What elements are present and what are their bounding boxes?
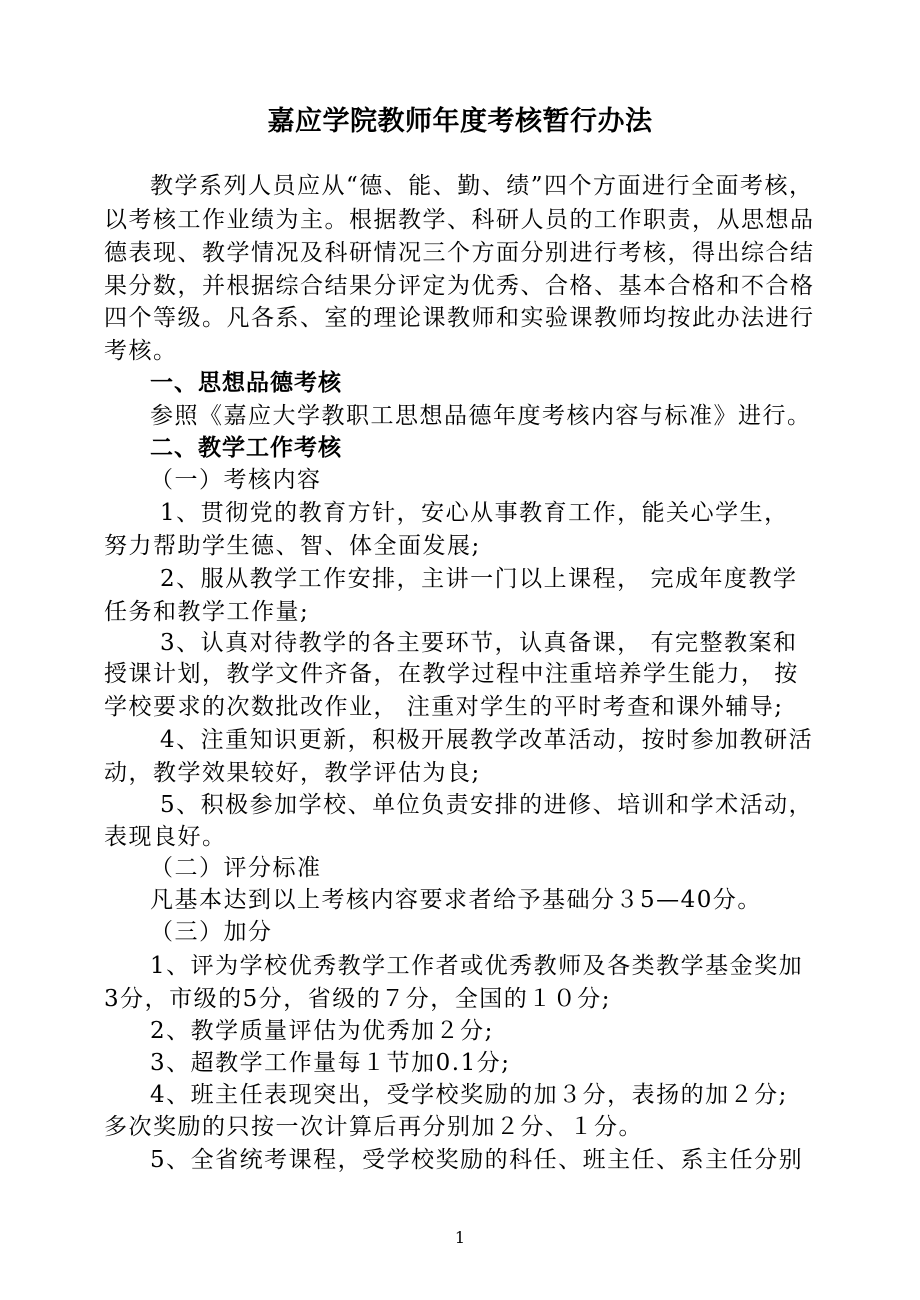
document-title: 嘉应学院教师年度考核暂行办法: [267, 106, 653, 137]
page-number: 1: [454, 1228, 466, 1247]
paragraph-line: 参照《嘉应大学教职工思想品德年度考核内容与标准》进行。: [150, 403, 812, 429]
paragraph-line: 考核。: [104, 338, 178, 364]
paragraph-line: 以考核工作业绩为主。根据教学、科研人员的工作职责，从思想品: [104, 207, 815, 233]
section-heading-teaching: 二、教学工作考核: [150, 434, 342, 461]
list-item-line: 1、贯彻党的教育方针，安心从事教育工作，能关心学生，: [160, 500, 789, 526]
paragraph-line: 四个等级。凡各系、室的理论课教师和实验课教师均按此办法进行: [104, 305, 815, 331]
paragraph-line: 凡基本达到以上考核内容要求者给予基础分３5—40分。: [150, 887, 762, 913]
list-item-line: 1、评为学校优秀教学工作者或优秀教师及各类教学基金奖加: [150, 953, 804, 979]
section-heading-ideology: 一、思想品德考核: [150, 369, 342, 396]
list-item-line: 2、服从教学工作安排，主讲一门以上课程， 完成年度教学: [160, 566, 798, 592]
list-item-line: 学校要求的次数批改作业， 注重对学生的平时考查和课外辅导;: [104, 694, 784, 720]
list-item-line: 任务和教学工作量;: [104, 599, 310, 625]
list-item-line: 动，教学效果较好，教学评估为良;: [104, 760, 481, 786]
subsection-heading-content: （一）考核内容: [150, 467, 322, 493]
list-item-line: 3分，市级的5分，省级的７分，全国的１０分;: [104, 986, 612, 1012]
list-item-line: 5、全省统考课程，受学校奖励的科任、班主任、系主任分别: [150, 1147, 804, 1173]
subsection-heading-scoring: （二）评分标准: [150, 855, 322, 881]
paragraph-line: 德表现、教学情况及科研情况三个方面分别进行考核，得出综合结: [104, 240, 815, 266]
paragraph-line: 教学系列人员应从“德、能、勤、绩”四个方面进行全面考核，: [150, 173, 814, 199]
list-item-line: 多次奖励的只按一次计算后再分别加２分、１分。: [104, 1114, 643, 1140]
list-item-line: 3、超教学工作量每１节加0.1分;: [150, 1050, 511, 1076]
paragraph-line: 果分数，并根据综合结果分评定为优秀、合格、基本合格和不合格: [104, 273, 815, 299]
list-item-line: 表现良好。: [104, 824, 227, 850]
list-item-line: 努力帮助学生德、智、体全面发展;: [104, 533, 481, 559]
subsection-heading-bonus: （三）加分: [150, 919, 273, 945]
list-item-line: 4、班主任表现突出，受学校奖励的加３分，表扬的加２分;: [150, 1082, 788, 1108]
list-item-line: 5、积极参加学校、单位负责安排的进修、培训和学术活动，: [160, 792, 814, 818]
list-item-line: 授课计划，教学文件齐备，在教学过程中注重培养学生能力， 按: [104, 661, 799, 687]
list-item-line: 4、注重知识更新，积极开展教学改革活动，按时参加教研活: [160, 727, 814, 753]
list-item-line: 2、教学质量评估为优秀加２分;: [150, 1018, 494, 1044]
list-item-line: 3、认真对待教学的各主要环节，认真备课， 有完整教案和: [160, 630, 798, 656]
